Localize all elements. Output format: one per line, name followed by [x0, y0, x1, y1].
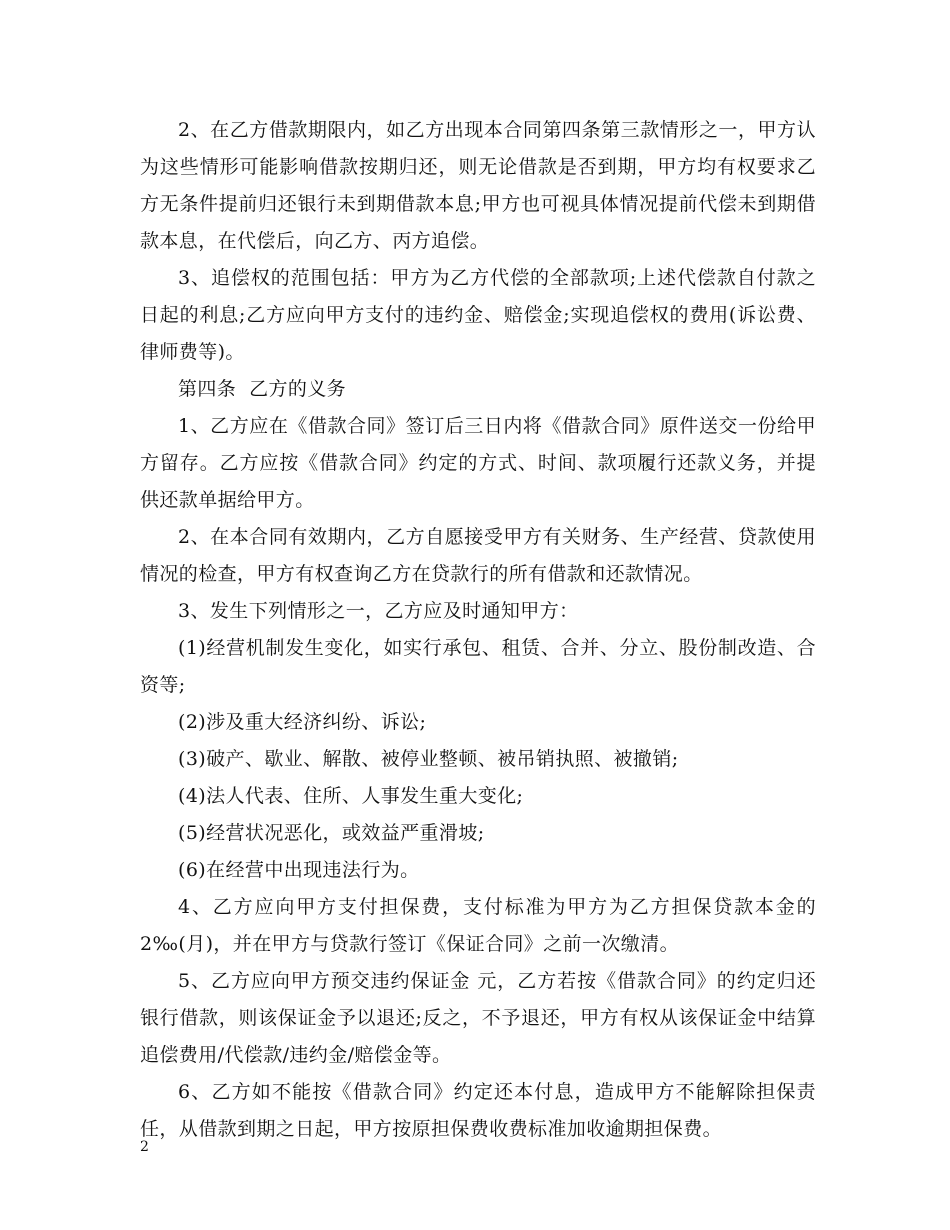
paragraph-clause-4-6: 6、乙方如不能按《借款合同》约定还本付息，造成甲方不能解除担保责任，从借款到期之日起，甲方按原担保费收费标准加收逾期担保费。 — [140, 1081, 816, 1140]
list-item-situation-4: (4)法人代表、住所、人事发生重大变化; — [178, 785, 524, 807]
list-item-situation-6: (6)在经营中出现违法行为。 — [178, 859, 420, 881]
article-four-heading: 第四条 乙方的义务 — [178, 378, 347, 400]
paragraph-clause-3-2: 2、在乙方借款期限内，如乙方出现本合同第四条第三款情形之一，甲方认为这些情形可能影响借款按期归还，则无论借款是否到期，甲方均有权要求乙方无条件提前归还银行未到期借款本息;甲方也可视具体情况提前代偿未到期借款本息，在代偿后，向乙方、丙方追偿。 — [140, 119, 816, 252]
paragraph-clause-4-1: 1、乙方应在《借款合同》签订后三日内将《借款合同》原件送交一份给甲方留存。乙方应按《借款合同》约定的方式、时间、款项履行还款义务，并提供还款单据给甲方。 — [140, 415, 816, 511]
list-item-situation-5: (5)经营状况恶化，或效益严重滑坡; — [178, 822, 485, 844]
paragraph-clause-3-3: 3、追偿权的范围包括：甲方为乙方代偿的全部款项;上述代偿款自付款之日起的利息;乙方应向甲方支付的违约金、赔偿金;实现追偿权的费用(诉讼费、律师费等)。 — [140, 267, 816, 363]
paragraph-clause-4-3: 3、发生下列情形之一，乙方应及时通知甲方： — [178, 600, 579, 622]
page-number: 2 — [140, 1139, 149, 1155]
list-item-situation-1: (1)经营机制发生变化，如实行承包、租赁、合并、分立、股份制改造、合资等; — [140, 637, 816, 696]
document-body — [140, 112, 816, 1148]
list-item-situation-2: (2)涉及重大经济纠纷、诉讼; — [178, 711, 427, 733]
paragraph-clause-4-2: 2、在本合同有效期内，乙方自愿接受甲方有关财务、生产经营、贷款使用情况的检查，甲方有权查询乙方在贷款行的所有借款和还款情况。 — [140, 526, 816, 585]
paragraph-clause-4-4: 4、乙方应向甲方支付担保费，支付标准为甲方为乙方担保贷款本金的 2‰(月)，并在甲方与贷款行签订《保证合同》之前一次缴清。 — [140, 896, 816, 955]
paragraph-clause-4-5: 5、乙方应向甲方预交违约保证金 元，乙方若按《借款合同》的约定归还银行借款，则该保证金予以退还;反之，不予退还，甲方有权从该保证金中结算追偿费用/代偿款/违约金/赔偿金等。 — [140, 970, 816, 1066]
list-item-situation-3: (3)破产、歇业、解散、被停业整顿、被吊销执照、被撤销; — [178, 748, 679, 770]
